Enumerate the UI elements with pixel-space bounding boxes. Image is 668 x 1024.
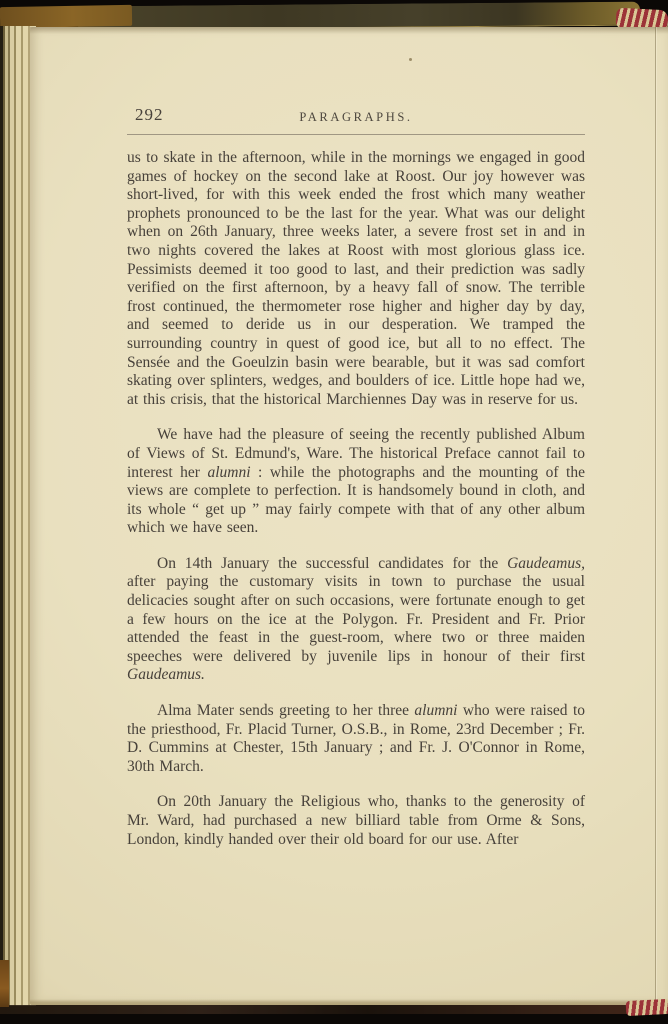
paragraph	[127, 149, 585, 409]
endband-bottom-icon	[626, 999, 668, 1016]
text-run: Alma Mater sends greeting to her three	[157, 702, 415, 720]
page-fore-edge-crease	[655, 27, 656, 1005]
italic-text: alumni	[414, 702, 458, 720]
book-cover-bottom-edge	[0, 1005, 668, 1014]
book-cover-corner	[0, 960, 9, 1007]
text-run: after paying the customary visits in town to purchase the usual delicacies sought after on such occasions, were fortunate enough to get a few hours on the ice at the Polygon. Fr. President and Fr. Prior attended the feast in the guest-room, where two or three maiden speeches were delivered by juvenile lips in honour of their first	[127, 573, 585, 665]
italic-text: Gaudeamus.	[127, 666, 205, 684]
text-run: : while the photographs and the mounting of the views are complete to perfection. It is handsomely bound in cloth, and its whole “ get up ” may fairly compete with that of any other album which we have seen.	[127, 463, 585, 537]
paragraph	[127, 426, 585, 538]
page-number: 292	[135, 105, 164, 124]
italic-text: alumni	[207, 463, 251, 481]
text-run: who were raised to the priesthood, Fr. Placid Turner, O.S.B., in Rome, 23rd December ; Fr. D. Cummins at Chester, 15th January ; and Fr. J. O'Connor in Rome, 30th March.	[127, 702, 586, 775]
book-page	[30, 27, 668, 1005]
text-run: On 14th January the successful candidates for the	[157, 554, 508, 572]
text-run: We have had the pleasure of seeing the recently published Album of Views of St. Edmund's, Ware. The historical Preface cannot fail to interest her	[127, 426, 585, 481]
paragraph	[127, 702, 585, 776]
header-rule	[127, 134, 585, 135]
body-text	[127, 149, 585, 849]
paragraph	[127, 555, 585, 685]
page-header	[127, 105, 585, 134]
book-spine-top	[0, 5, 132, 28]
page-content	[127, 105, 585, 849]
paper-speck	[409, 58, 412, 61]
text-run: On 20th January the Religious who, thanks to the generosity of Mr. Ward, had purchased a new billiard table from Orme & Sons, London, kindly handed over their old board for our use. After	[127, 793, 585, 848]
paragraph	[127, 793, 585, 849]
italic-text: Gaudeamus,	[507, 554, 585, 572]
text-run: us to skate in the afternoon, while in the mornings we engaged in good games of hockey on the second lake at Roost. Our joy however was short-lived, for with this week ended the frost which many weather prophets pronounced to be the last for the year. What was our delight when on 26th January, three weeks later, a severe frost set in and in two nights covered the lakes at Roost with most glorious glass ice. Pessimists deemed it too good to last, and their prediction was sadly verified on the first afternoon, by a heavy fall of snow. The terrible frost continued, the thermometer rose higher and higher day by day, and seemed to deride us in our desperation. We tramped the surrounding country in quest of good ice, but all to no effect. The Sensée and the Goeulzin basin were bearable, but it was sad comfort skating over splinters, wedges, and boulders of ice. Little hope had we, at this crisis, that the historical Marchiennes Day was in reserve for us.	[127, 149, 585, 408]
running-header: PARAGRAPHS.	[299, 110, 413, 124]
